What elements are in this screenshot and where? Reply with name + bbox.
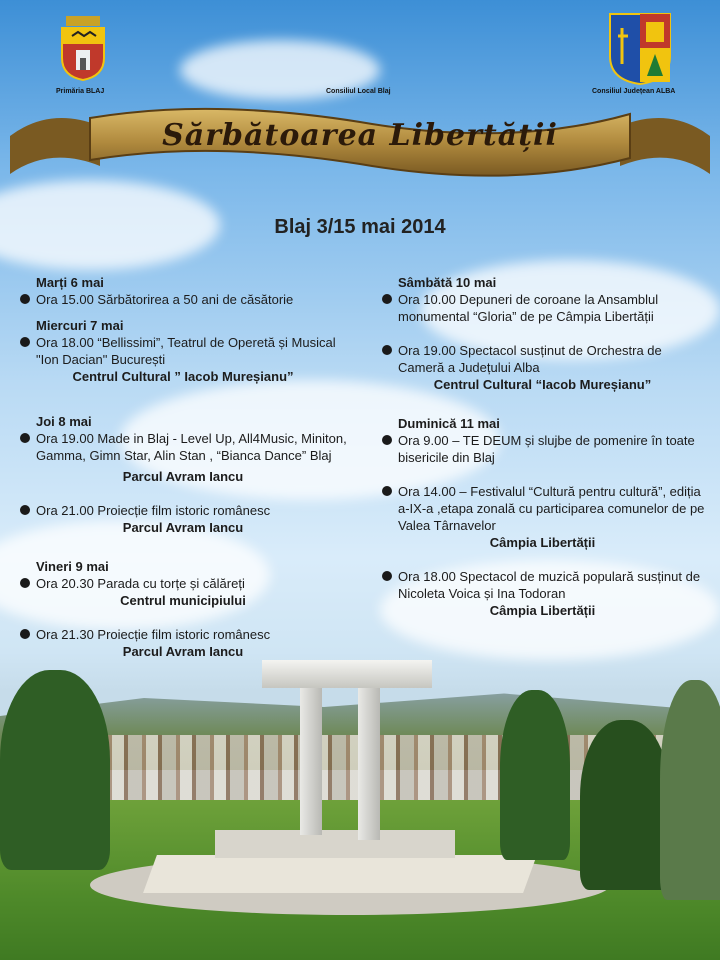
day-heading: Joi 8 mai [36, 414, 92, 429]
venue-label: Centrul Cultural “Iacob Mureșianu” [433, 377, 652, 392]
tree [0, 670, 110, 870]
monument-pillar-right [358, 680, 380, 840]
schedule-item: Ora 18.00 Spectacol de muzică populară susținut de Nicoleta Voica și Ina Todoran [380, 568, 705, 602]
venue-label: Câmpia Libertății [489, 603, 596, 618]
bullet-icon [382, 486, 392, 496]
schedule-item: Ora 19.00 Spectacol susținut de Orchestra de Cameră a Județului Alba [380, 342, 705, 376]
schedule-item: Ora 9.00 – TE DEUM și slujbe de pomenire în toate bisericile din Blaj [380, 432, 705, 466]
alba-county-coat-of-arms-icon [608, 12, 672, 86]
bullet-icon [382, 435, 392, 445]
bullet-icon [20, 433, 30, 443]
venue-label: Parcul Avram Iancu [122, 469, 244, 484]
schedule-right-column [380, 274, 705, 619]
bullet-icon [20, 294, 30, 304]
schedule-item: Ora 14.00 – Festivalul “Cultură pentru cultură”, ediția a-IX-a ,etapa zonală cu participarea comunelor de pe Valea Târnavelor [380, 483, 705, 534]
day-heading: Miercuri 7 mai [36, 318, 124, 333]
monument-base [215, 830, 455, 858]
monument-beam [262, 660, 432, 688]
day-heading: Duminică 11 mai [398, 416, 500, 431]
bullet-icon [382, 294, 392, 304]
venue-label: Câmpia Libertății [489, 535, 596, 550]
event-title: Sărbătoarea Libertății [162, 118, 558, 153]
venue-label: Parcul Avram Iancu [122, 644, 244, 659]
schedule-item: Ora 19.00 Made in Blaj - Level Up, All4Music, Miniton, Gamma, Gimn Star, Alin Stan , “Bianca Dance” Blaj [18, 430, 348, 464]
tree [660, 680, 720, 900]
venue-label: Centrul municipiului [120, 593, 246, 608]
monument-photo [0, 650, 720, 960]
bullet-icon [20, 505, 30, 515]
day-heading: Marți 6 mai [36, 275, 104, 290]
bullet-icon [382, 571, 392, 581]
day-heading: Sâmbătă 10 mai [398, 275, 497, 290]
event-date-location: Blaj 3/15 mai 2014 [274, 216, 446, 238]
day-heading: Vineri 9 mai [36, 559, 109, 574]
monument-pillar-left [300, 680, 322, 835]
schedule-item: Ora 21.30 Proiecție film istoric românesc [18, 626, 348, 643]
schedule-item: Ora 21.00 Proiecție film istoric românesc [18, 502, 348, 519]
bullet-icon [20, 578, 30, 588]
schedule-item: Ora 15.00 Sărbătorirea a 50 ani de căsătorie [18, 291, 348, 308]
tree [500, 690, 570, 860]
schedule-item: Ora 10.00 Depuneri de coroane la Ansamblul monumental “Gloria” de pe Câmpia Libertății [380, 291, 705, 325]
tree [580, 720, 670, 890]
bullet-icon [382, 345, 392, 355]
schedule-left-column [18, 274, 348, 660]
bullet-icon [20, 629, 30, 639]
schedule-item: Ora 18.00 “Bellissimi”, Teatrul de Operetă și Musical "Ion Dacian" București [18, 334, 348, 368]
venue-label: Centrul Cultural ” Iacob Mureșianu” [72, 369, 294, 384]
consiliul-judetean-label: Consiliul Județean ALBA [592, 88, 676, 95]
schedule-item: Ora 20.30 Parada cu torțe și călăreți [18, 575, 348, 592]
venue-label: Parcul Avram Iancu [122, 520, 244, 535]
bullet-icon [20, 337, 30, 347]
plaza [143, 855, 537, 893]
consiliul-local-label: Consiliul Local Blaj [326, 88, 391, 95]
primaria-label: Primăria BLAJ [56, 88, 105, 95]
blaj-coat-of-arms-icon [58, 14, 108, 82]
